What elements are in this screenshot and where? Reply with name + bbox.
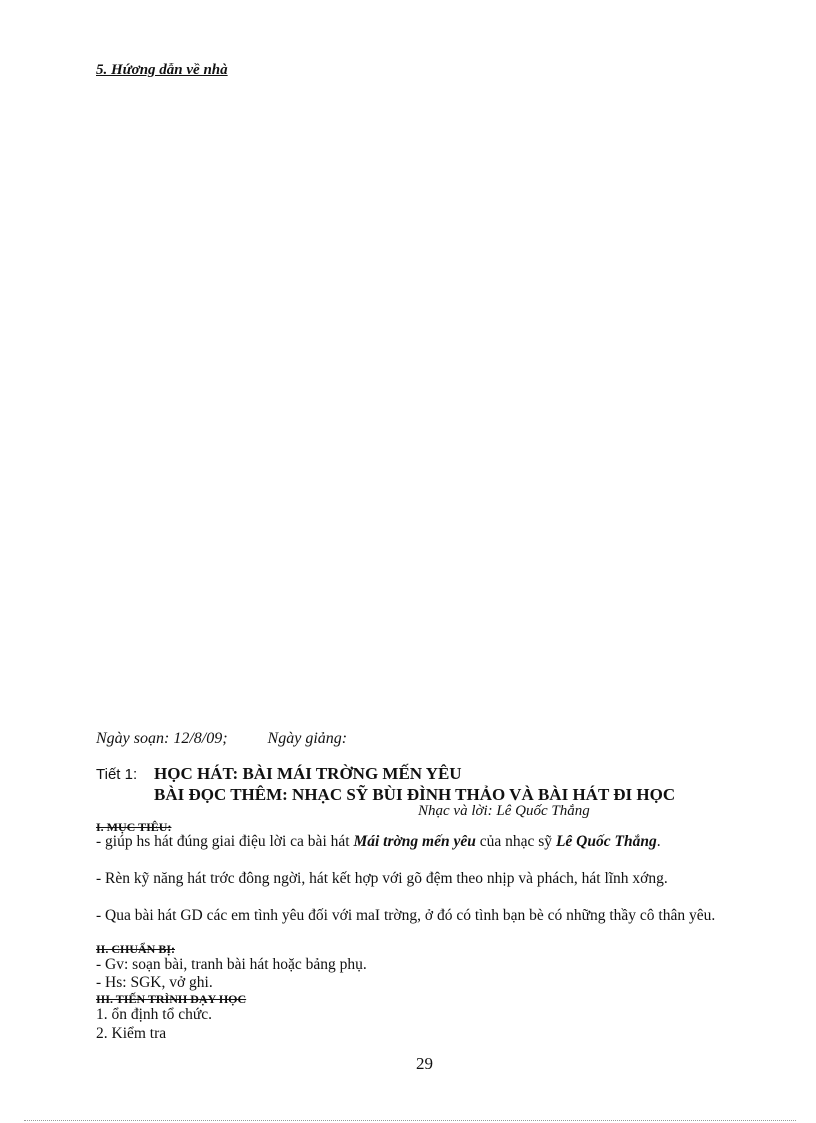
date-taught: Ngày giảng: (267, 730, 348, 747)
lesson-title-extra: BÀI ĐỌC THÊM: NHẠC SỸ BÙI ĐÌNH THẢO VÀ BÀI HÁT ĐI HỌC (154, 785, 676, 804)
preparation-student: - Hs: SGK, vở ghi. (96, 974, 213, 991)
lesson-title-main: HỌC HÁT: BÀI MÁI TRỜNG MẾN YÊU (154, 764, 462, 783)
objective-1-mid: của nhạc sỹ (475, 833, 556, 850)
objectives-heading: I. MỤC TIÊU: (96, 820, 172, 834)
lesson-number: Tiết 1: (96, 766, 138, 783)
objective-3: - Qua bài hát GD các em tình yêu đối với maI trờng, ở đó có tình bạn bè có những thầy cô thân yêu. (96, 907, 716, 924)
page-number: 29 (416, 1054, 433, 1073)
procedure-step-2: 2. Kiểm tra (96, 1025, 167, 1042)
objective-1-text: - giúp hs hát đúng giai điệu lời ca bài hát (96, 833, 354, 850)
song-name: Mái trờng mến yêu (353, 833, 476, 850)
objective-1 (96, 833, 756, 850)
composer-name: Lê Quốc Thắng (555, 833, 657, 850)
objective-2: - Rèn kỹ năng hát trớc đông ngời, hát kết hợp với gõ đệm theo nhịp và phách, hát lĩnh xớng. (96, 870, 668, 887)
song-credit: Nhạc và lời: Lê Quốc Thắng (418, 803, 590, 819)
procedure-heading: III. TIẾN TRÌNH DẠY HỌC (96, 992, 247, 1006)
page-bottom-divider (24, 1120, 796, 1121)
dates-line (96, 730, 347, 748)
section-5-heading: 5. Hứơng dẫn về nhà (96, 62, 228, 78)
preparation-teacher: - Gv: soạn bài, tranh bài hát hoặc bảng phụ. (96, 956, 367, 973)
procedure-step-1: 1. ổn định tổ chức. (96, 1006, 213, 1023)
preparation-heading: II. CHUẨN BỊ: (96, 942, 176, 956)
date-prepared: Ngày soạn: 12/8/09; (96, 730, 228, 747)
objective-1-end: . (656, 833, 661, 850)
